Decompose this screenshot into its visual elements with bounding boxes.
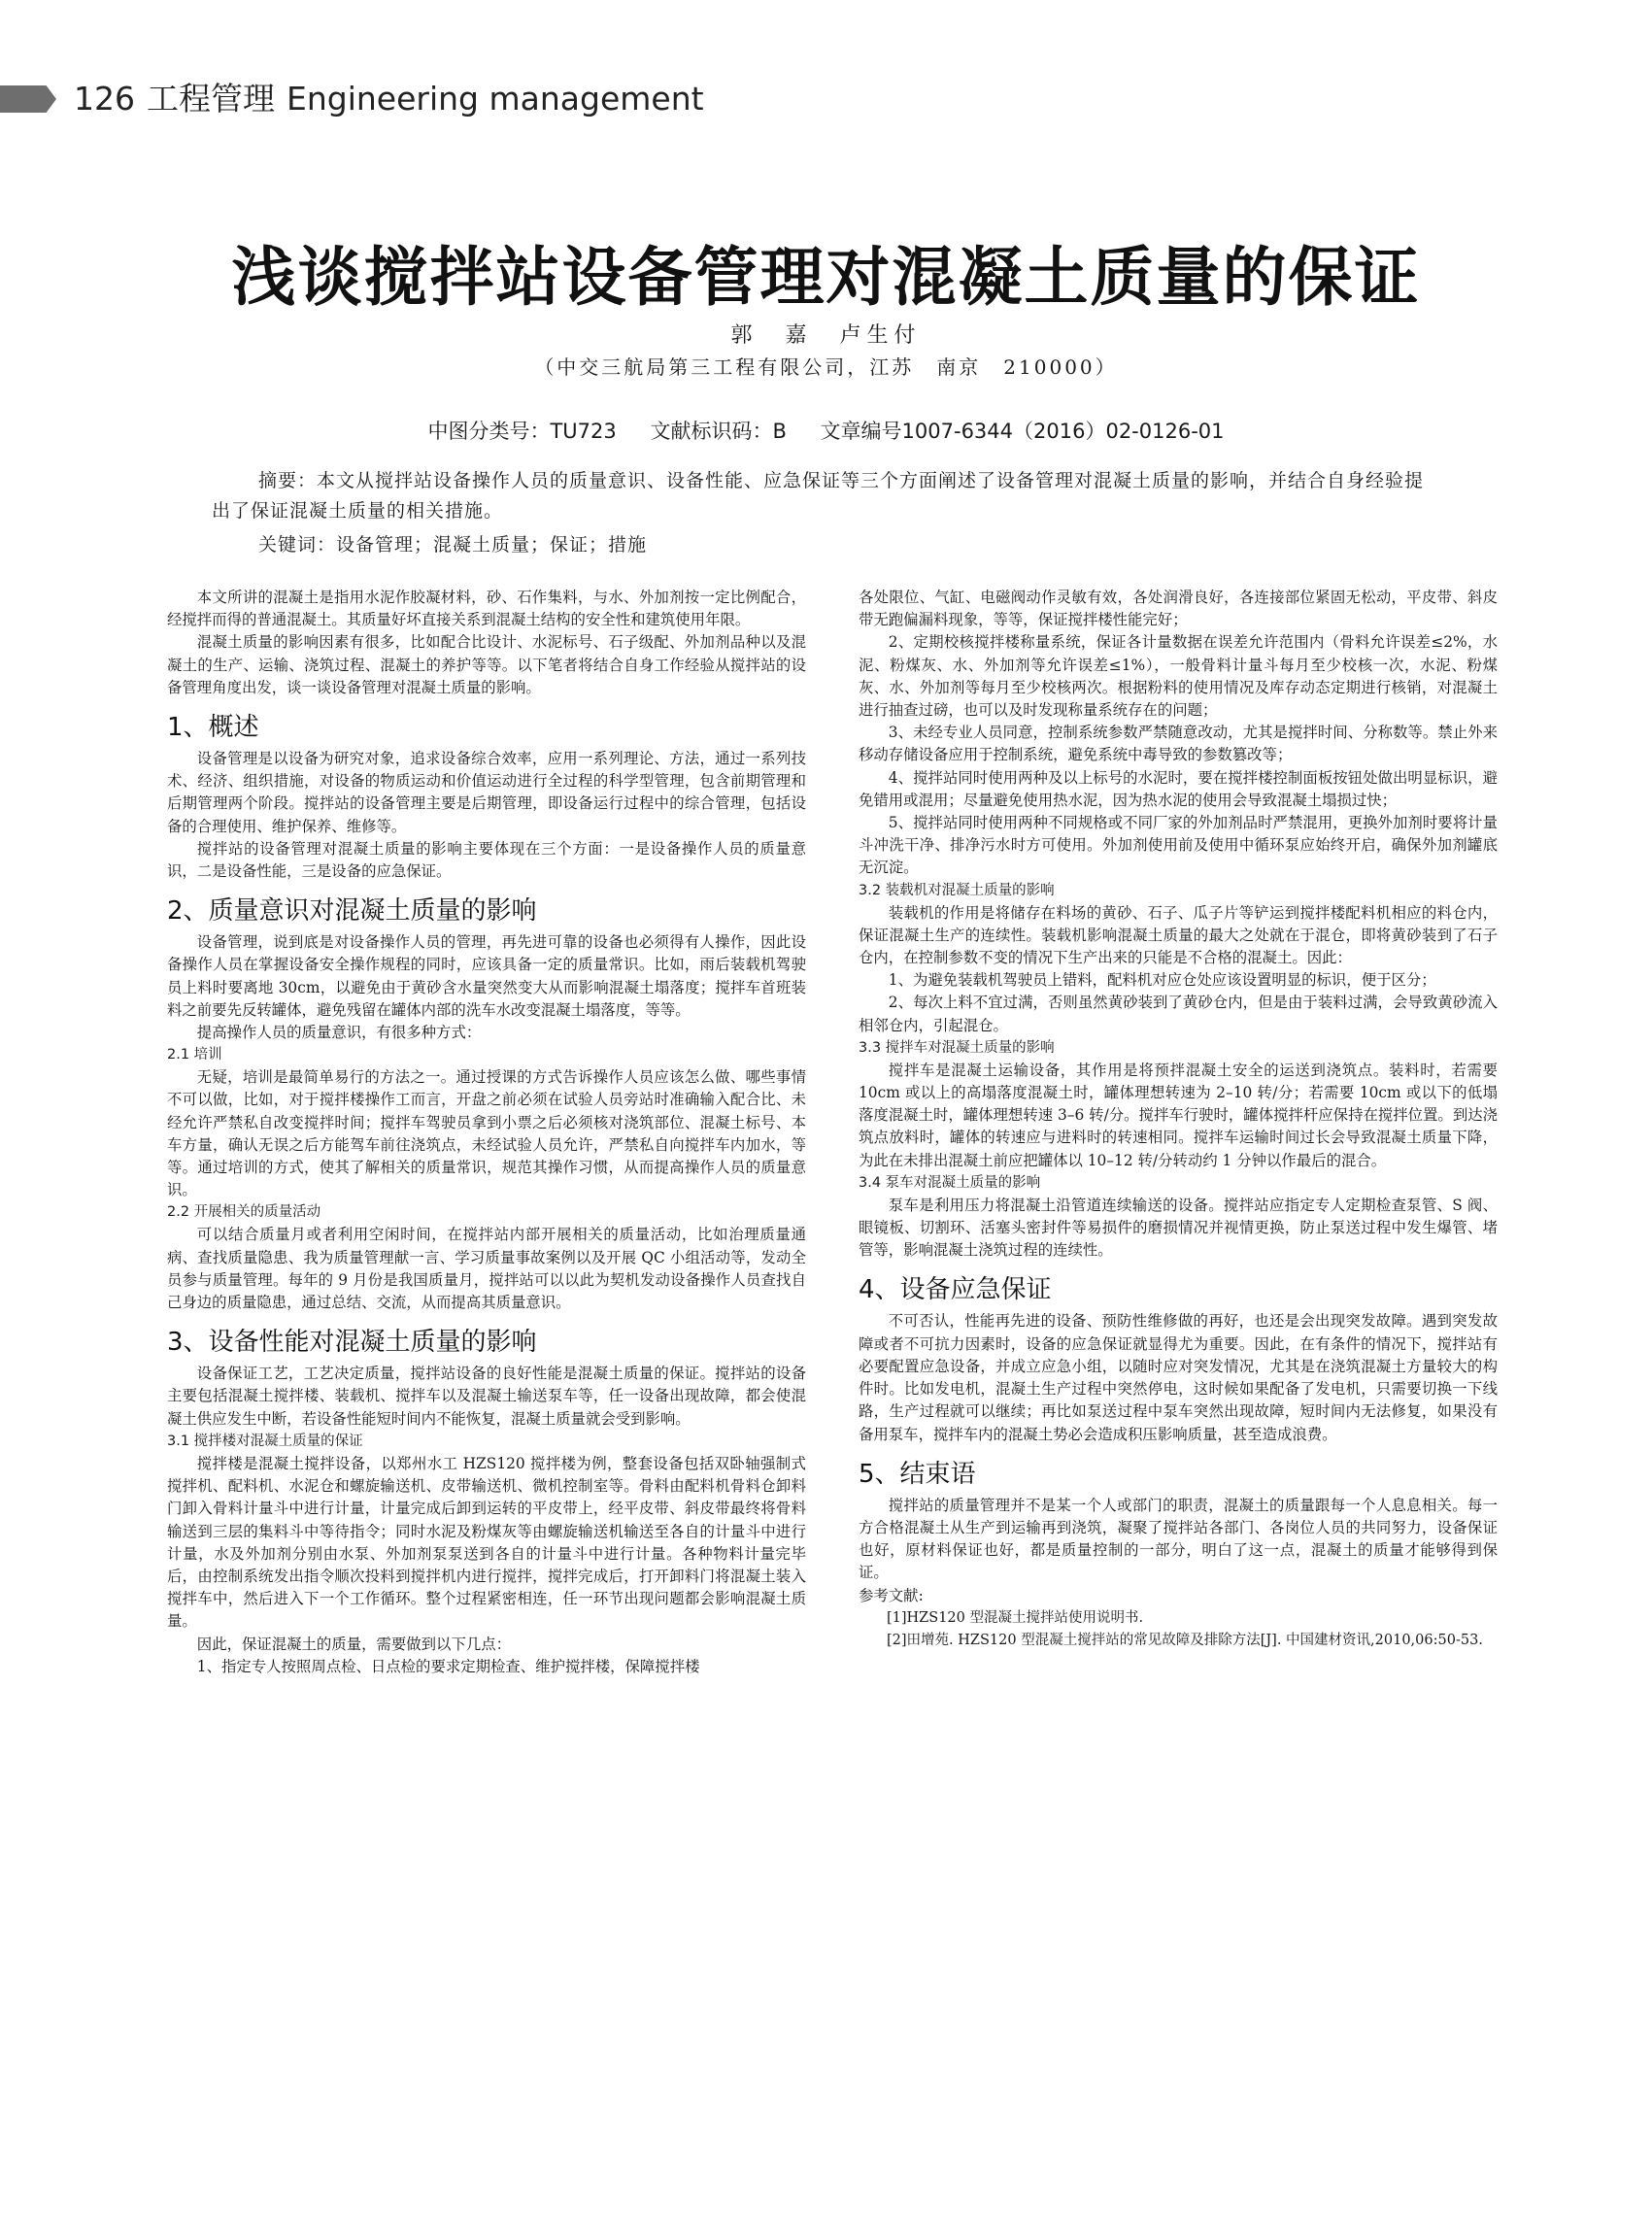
subsection-heading: 2.2 开展相关的质量活动: [167, 1204, 321, 1221]
running-header: [0, 80, 738, 124]
paragraph: 搅拌站的质量管理并不是某一个人或部门的职责，混凝土的质量跟每一个人息息相关。每一方合格混凝土从生产到运输再到浇筑，凝聚了搅拌站各部门、各岗位人员的共同努力，设备保证也好，原材料保证也好，都是质量控制的一部分，明白了这一点，混凝土的质量才能够得到保证。: [859, 1496, 1498, 1582]
header-text: [74, 80, 716, 118]
journal-name-en: Engineering management: [287, 80, 704, 118]
article-title: 浅谈搅拌站设备管理对混凝土质量的保证: [231, 239, 1421, 315]
section-heading: 4、设备应急保证: [859, 1275, 1052, 1305]
clc-number: 中图分类号：TU723: [427, 420, 617, 443]
paragraph: 可以结合质量月或者利用空闲时间，在搅拌站内部开展相关的质量活动，比如治理质量通病、查找质量隐患、我为质量管理献一言、学习质量事故案例以及开展 QC 小组活动等，发动全员参与质量管理。每年的 9 月份是我国质量月，搅拌站可以以此为契机发动设备操作人员查找自己身边的质量隐患，通过总结、交流，从而提高其质量意识。: [167, 1226, 806, 1312]
paragraph: 设备管理是以设备为研究对象，追求设备综合效率，应用一系列理论、方法，通过一系列技术、经济、组织措施，对设备的物质运动和价值运动进行全过程的科学型管理，包含前期管理和后期管理两个阶段。搅拌站的设备管理主要是后期管理，即设备运行过程中的综合管理，包括设备的合理使用、维护保养、维修等。: [167, 750, 806, 835]
paragraph: 混凝土质量的影响因素有很多，比如配合比设计、水泥标号、石子级配、外加剂品种以及混凝土的生产、运输、浇筑过程、混凝土的养护等等。以下笔者将结合自身工作经验从搅拌站的设备管理角度出发，谈一谈设备管理对混凝土质量的影响。: [167, 633, 806, 696]
paragraph: 设备保证工艺，工艺决定质量，搅拌站设备的良好性能是混凝土质量的保证。搅拌站的设备主要包括混凝土搅拌楼、装载机、搅拌车以及混凝土输送泵车等，任一设备出现故障，都会使混凝土供应发生中断，若设备性能短时间内不能恢复，混凝土质量就会受到影响。: [167, 1365, 806, 1428]
paragraph: 2、定期校核搅拌楼称量系统，保证各计量数据在误差允许范围内（骨料允许误差≤2%，水泥、粉煤灰、水、外加剂等允许误差≤1%），一般骨料计量斗每月至少校核一次，水泥、粉煤灰、水、外加剂等每月至少校核两次。根据粉料的使用情况及库存动态定期进行核销，对混凝土进行抽查过磅，也可以及时发现称量系统存在的问题；: [859, 633, 1498, 720]
paragraph: 2、每次上料不宜过满，否则虽然黄砂装到了黄砂仓内，但是由于装料过满，会导致黄砂流入相邻仓内，引起混仓。: [859, 994, 1498, 1034]
article-authors: 郭 嘉 卢生付: [730, 323, 922, 348]
reference-item: [1]HZS120 型混凝土搅拌站使用说明书.: [887, 1609, 1144, 1626]
right-column: [859, 587, 1498, 1652]
subsection-heading: 3.4 泵车对混凝土质量的影响: [859, 1174, 1041, 1191]
paragraph: 提高操作人员的质量意识，有很多种方式：: [196, 1024, 482, 1042]
classification-line: [0, 416, 1652, 445]
keywords: 关键词：设备管理；混凝土质量；保证；措施: [258, 534, 648, 556]
paragraph: 1、指定专人按照周点检、日点检的要求定期检查、维护搅拌楼，保障搅拌楼: [196, 1657, 700, 1675]
paragraph: 搅拌站的设备管理对混凝土质量的影响主要体现在三个方面：一是设备操作人员的质量意识，二是设备性能，三是设备的应急保证。: [167, 839, 806, 881]
paragraph: 无疑，培训是最简单易行的方法之一。通过授课的方式告诉操作人员应该怎么做、哪些事情不可以做，比如，对于搅拌楼操作工而言，开盘之前必须在试验人员旁站时准确输入配合比、未经允许严禁私自改变搅拌时间；搅拌车驾驶员拿到小票之后必须核对浇筑部位、混凝土标号、本车方量，确认无误之后方能驾车前往浇筑点，未经试验人员允许，严禁私自向搅拌车内加水，等等。通过培训的方式，使其了解相关的质量常识，规范其操作习惯，从而提高操作人员的质量意识。: [167, 1068, 806, 1199]
paragraph: 装载机的作用是将储存在料场的黄砂、石子、瓜子片等铲运到搅拌楼配料机相应的料仓内，保证混凝土生产的连续性。装载机影响混凝土质量的最大之处就在于混仓，即将黄砂装到了石子仓内，在控制参数不变的情况下生产出来的只能是不合格的混凝土。因此：: [859, 903, 1498, 967]
article-number: 文章编号1007-6344（2016）02-0126-01: [820, 420, 1225, 443]
document-code: 文献标识码：B: [650, 420, 787, 443]
paragraph: 5、搅拌站同时使用两种不同规格或不同厂家的外加剂品时严禁混用，更换外加剂时要将计量斗冲洗干净、排净污水时方可使用。外加剂使用前及使用中循环泵应始终开启，确保外加剂罐底无沉淀。: [859, 814, 1498, 877]
paragraph: 4、搅拌站同时使用两种及以上标号的水泥时，要在搅拌楼控制面板按钮处做出明显标识，避免错用或混用；尽量避免使用热水泥，因为热水泥的使用会导致混凝土塌损过快；: [859, 768, 1498, 809]
reference-item: [2]田增苑. HZS120 型混凝土搅拌站的常见故障及排除方法[J]. 中国建材资讯,2010,06:50-53.: [887, 1632, 1483, 1648]
subsection-heading: 3.1 搅拌楼对混凝土质量的保证: [167, 1433, 363, 1449]
references-heading: 参考文献:: [859, 1586, 924, 1604]
subsection-heading: 2.1 培训: [167, 1047, 222, 1063]
paragraph: 各处限位、气缸、电磁阀动作灵敏有效，各处润滑良好，各连接部位紧固无松动，平皮带、斜皮带无跑偏漏料现象，等等，保证搅拌楼性能完好；: [859, 589, 1498, 629]
paragraph: 搅拌车是混凝土运输设备，其作用是将预拌混凝土安全的运送到浇筑点。装料时，若需要 10cm 或以上的高塌落度混凝土时，罐体理想转速为 2–10 转/分；若需要 10cm 或以下的低塌落度混凝土时，罐体理想转速 3–6 转/分。搅拌车行驶时，罐体搅拌杆应保持在搅拌位置。到达浇筑点放料时，罐体的转速应与进料时的转速相同。搅拌车运输时间过长会导致混凝土质量下降，为此在未排出混凝土前应把罐体以 10–12 转/分转动约 1 分钟以作最后的混合。: [859, 1061, 1498, 1169]
paragraph: 不可否认，性能再先进的设备、预防性维修做的再好，也还是会出现突发故障。遇到突发故障或者不可抗力因素时，设备的应急保证就显得尤为重要。因此，在有条件的情况下，搅拌站有必要配置应急设备，并成立应急小组，以随时应对突发情况，尤其是在浇筑混凝土方量较大的构件时。比如发电机，混凝土生产过程中突然停电，这时候如果配备了发电机，只需要切换一下线路，生产过程就可以继续；再比如泵送过程中泵车突然出现故障，短时间内无法修复，如果没有备用泵车，搅拌车内的混凝土势必会造成积压影响质量，甚至造成浪费。: [859, 1312, 1498, 1443]
abstract-block: [212, 466, 1441, 560]
header-arrow-icon: [0, 85, 56, 113]
subsection-heading: 3.3 搅拌车对混凝土质量的影响: [859, 1039, 1055, 1056]
subsection-heading: 3.2 装载机对混凝土质量的影响: [859, 882, 1055, 898]
article-affiliation: （中交三航局第三工程有限公司，江苏 南京 210000）: [534, 355, 1118, 379]
paragraph: 3、未经专业人员同意，控制系统参数严禁随意改动，尤其是搅拌时间、分称数等。禁止外来移动存储设备应用于控制系统，避免系统中毒导致的参数篡改等；: [859, 724, 1498, 764]
page-number: 126: [74, 80, 135, 118]
paragraph: 搅拌楼是混凝土搅拌设备，以郑州水工 HZS120 搅拌楼为例，整套设备包括双卧轴强制式搅拌机、配料机、水泥仓和螺旋输送机、皮带输送机、微机控制室等。骨料由配料机骨料仓卸料门卸入骨料计量斗中进行计量，计量完成后卸到运转的平皮带上，经平皮带、斜皮带最终将骨料输送到三层的集料斗中等待指令；同时水泥及粉煤灰等由螺旋输送机输送至各自的计量斗中进行计量，水及外加剂分别由水泵、外加剂泵泵送到各自的计量斗中进行计量。各种物料计量完毕后，由控制系统发出指令顺次投料到搅拌机内进行搅拌，搅拌完成后，打开卸料门将混凝土装入搅拌车中，然后进入下一个工作循环。整个过程紧密相连，任一环节出现问题都会影响混凝土质量。: [167, 1454, 806, 1631]
paragraph: 泵车是利用压力将混凝土沿管道连续输送的设备。搅拌站应指定专人定期检查泵管、S 阀、眼镜板、切割环、活塞头密封件等易损件的磨损情况并视情更换，防止泵送过程中发生爆管、堵管等，影响混凝土浇筑过程的连续性。: [859, 1196, 1498, 1260]
section-heading: 5、结束语: [859, 1459, 976, 1489]
journal-name-cn: 工程管理: [147, 80, 275, 118]
paragraph: 本文所讲的混凝土是指用水泥作胶凝材料，砂、石作集料，与水、外加剂按一定比例配合，经搅拌而得的普通混凝土。其质量好坏直接关系到混凝土结构的安全性和建筑使用年限。: [167, 589, 806, 629]
paragraph: 设备管理，说到底是对设备操作人员的管理，再先进可靠的设备也必须得有人操作，因此设备操作人员在掌握设备安全操作规程的同时，应该具备一定的质量常识。比如，雨后装载机驾驶员上料时要离地 30cm，以避免由于黄砂含水量突然变大从而影响混凝土塌落度；搅拌车首班装料之前要先反转罐体，避免残留在罐体内部的洗车水改变混凝土塌落度，等等。: [167, 933, 806, 1019]
abstract: 摘要：本文从搅拌站设备操作人员的质量意识、设备性能、应急保证等三个方面阐述了设备管理对混凝土质量的影响，并结合自身经验提出了保证混凝土质量的相关措施。: [212, 470, 1425, 522]
paragraph: 1、为避免装载机驾驶员上错料，配料机对应仓处应该设置明显的标识，便于区分；: [888, 971, 1436, 990]
left-column: [167, 587, 806, 1678]
section-heading: 3、设备性能对混凝土质量的影响: [167, 1328, 537, 1358]
section-heading: 1、概述: [167, 713, 259, 743]
paragraph: 因此，保证混凝土的质量，需要做到以下几点：: [196, 1635, 512, 1653]
section-heading: 2、质量意识对混凝土质量的影响: [167, 896, 537, 927]
